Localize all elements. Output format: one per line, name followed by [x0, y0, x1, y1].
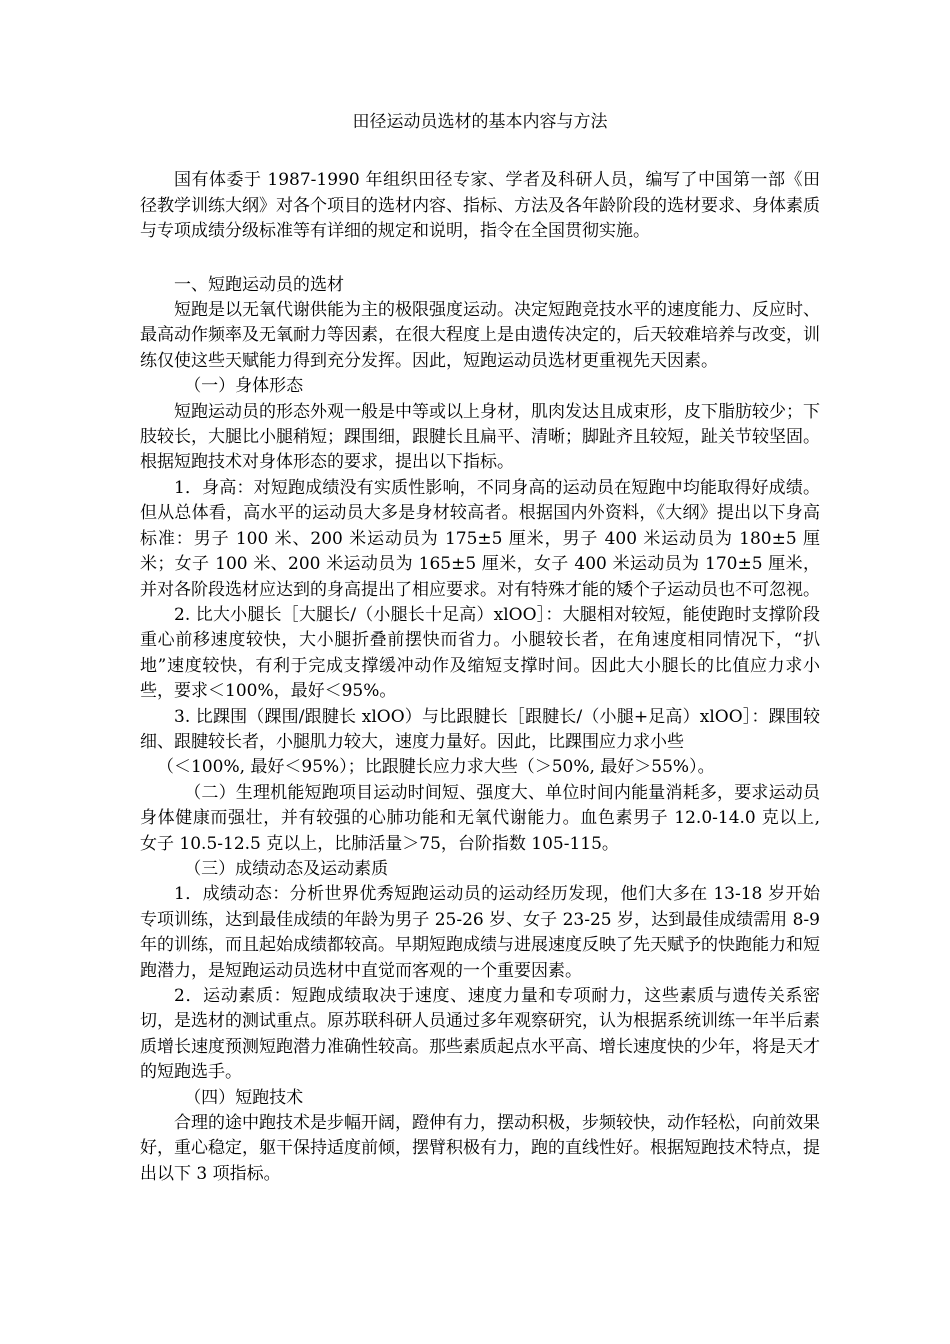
section1-heading: 一、短跑运动员的选材 [174, 274, 344, 295]
ankle-ratio-item-continued: （＜100%, 最好＜95%）；比跟腱长应力求大些（＞50%, 最好＞55%）。 [157, 757, 715, 778]
technique-paragraph: 合理的途中跑技术是步幅开阔，蹬伸有力，摆动积极，步频较快，动作轻松，向前效果好，重心稳定，躯干保持适度前倾，摆臂积极有力，跑的直线性好。根据短跑技术特点，提出以下 3 项指标。 [140, 1113, 820, 1184]
performance-dynamics-item: 1．成绩动态：分析世界优秀短跑运动员的运动经历发现，他们大多在 13-18 岁开始专项训练，达到最佳成绩的年龄为男子 25-26 岁、女子 23-25 岁，达到最佳成绩需用 8-9 年的训练，而且起始成绩都较高。早期短跑成绩与进展速度反映了先天赋予的快跑能力和短跑潜力，是短跑运动员选材中直觉而客观的一个重要因素。 [140, 884, 820, 981]
section1-paragraph: 短跑是以无氧代谢供能为主的极限强度运动。决定短跑竞技水平的速度能力、反应时、最高动作频率及无氧耐力等因素，在很大程度上是由遗传决定的，后天较难培养与改变，训练仅使这些天赋能力得到充分发挥。因此，短跑运动员选材更重视先天因素。 [140, 300, 820, 371]
ankle-ratio-item: 3. 比踝围（踝围/跟腱长 xlOO）与比跟腱长［跟腱长/（小腿+足高）xlOO］：踝围较细、跟腱较长者，小腿肌力较大，速度力量好。因此，比踝围应力求小些 [140, 706, 820, 752]
spacer [140, 245, 820, 273]
athletic-quality-item: 2．运动素质：短跑成绩取决于速度、速度力量和专项耐力，这些素质与遗传关系密切，是选材的测试重点。原苏联科研人员通过多年观察研究，认为根据系统训练一年半后素质增长速度预测短跑潜力准确性较高。那些素质起点水平高、增长速度快的少年，将是天才的短跑选手。 [140, 986, 820, 1083]
body-shape-paragraph: 短跑运动员的形态外观一般是中等或以上身材，肌肉发达且成束形，皮下脂肪较少；下肢较长，大腿比小腿稍短；踝围细，跟腱长且扁平、清晰；脚趾齐且较短，趾关节较坚固。根据短跑技术对身体形态的要求，提出以下指标。 [140, 401, 820, 473]
physiology-paragraph: （二）生理机能短跑项目运动时间短、强度大、单位时间内能量消耗多，要求运动员身体健康而强壮，并有较强的心肺功能和无氧代谢能力。血色素男子 12.0-14.0 克以上, 女子 10.5-12.5 克以上，比肺活量＞75，台阶指数 105-115。 [140, 782, 820, 854]
subsection-heading-performance: （三）成绩动态及运动素质 [184, 858, 389, 879]
leg-ratio-item: 2. 比大小腿长［大腿长/（小腿长十足高）xlOO］：大腿相对较短，能使跑时支撑阶段重心前移速度较快，大小腿折叠前摆快而省力。小腿较长者，在角速度相同情况下，“扒地”速度较快，有利于完成支撑缓冲动作及缩短支撑时间。因此大小腿长的比值应力求小些，要求＜100%，最好＜95%。 [140, 604, 820, 702]
intro-paragraph: 国有体委于 1987-1990 年组织田径专家、学者及科研人员，编写了中国第一部《田径教学训练大纲》对各个项目的选材内容、指标、方法及各年龄阶段的选材要求、身体素质与专项成绩分级标准等有详细的规定和说明，指令在全国贯彻实施。 [140, 170, 820, 242]
document-page [140, 110, 820, 1187]
height-item: 1．身高：对短跑成绩没有实质性影响，不同身高的运动员在短跑中均能取得好成绩。但从总体看，高水平的运动员大多是身材较高者。根据国内外资料，《大纲》提出以下身高标准：男子 100 米、200 米运动员为 175±5 厘米，男子 400 米运动员为 180±5 厘米；女子 100 米、200 米运动员为 165±5 厘米，女子 400 米运动员为 170±5 厘米，并对各阶段选材应达到的身高提出了相应要求。对有特殊才能的矮个子运动员也不可忽视。 [140, 477, 820, 600]
subsection-heading-technique: （四）短跑技术 [184, 1087, 304, 1108]
subsection-heading-body-shape: （一）身体形态 [184, 376, 304, 397]
page-title: 田径运动员选材的基本内容与方法 [352, 112, 608, 132]
